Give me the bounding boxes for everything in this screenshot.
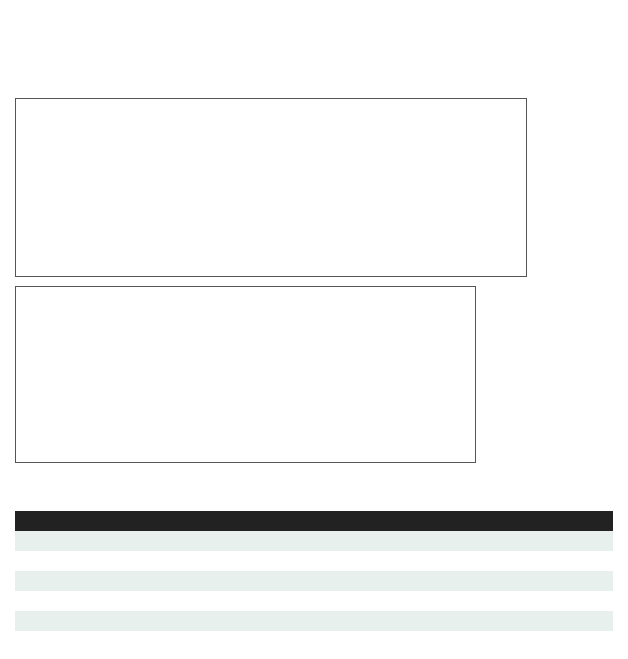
cell-spieltag — [374, 591, 494, 611]
cell-spieltag — [374, 631, 494, 651]
cell-gegner — [135, 631, 255, 651]
cell-art — [15, 591, 135, 611]
cell-spieltag — [374, 551, 494, 571]
cell-ergebnis — [254, 611, 374, 631]
cell-gegner — [135, 571, 255, 591]
cell-datum — [493, 631, 613, 651]
cell-art — [15, 531, 135, 551]
cell-datum — [493, 531, 613, 551]
cell-spieltag — [374, 571, 494, 591]
cell-ergebnis — [254, 631, 374, 651]
table-row — [15, 591, 613, 611]
cell-datum — [493, 611, 613, 631]
cell-ergebnis — [254, 551, 374, 571]
table-row — [15, 551, 613, 571]
col-ergebnis — [254, 511, 374, 531]
cell-art — [15, 631, 135, 651]
cell-gegner — [135, 591, 255, 611]
cell-datum — [493, 571, 613, 591]
col-gegner — [135, 511, 255, 531]
cell-spieltag — [374, 611, 494, 631]
col-art — [15, 511, 135, 531]
cell-art — [15, 551, 135, 571]
table-row — [15, 531, 613, 551]
col-spieltag — [374, 511, 494, 531]
chart-panel-top — [15, 98, 527, 277]
table-row — [15, 571, 613, 591]
cell-datum — [493, 551, 613, 571]
cell-gegner — [135, 531, 255, 551]
cell-spieltag — [374, 531, 494, 551]
cell-gegner — [135, 551, 255, 571]
chart-panel-goals — [15, 286, 476, 463]
cell-art — [15, 571, 135, 591]
table-header-row — [15, 511, 613, 531]
chart-svg-goals — [16, 287, 475, 462]
cell-art — [15, 611, 135, 631]
table-row — [15, 611, 613, 631]
table-row — [15, 631, 613, 651]
chart-svg-top — [16, 99, 526, 276]
cell-ergebnis — [254, 571, 374, 591]
results-table — [15, 511, 613, 651]
col-datum — [493, 511, 613, 531]
cell-gegner — [135, 611, 255, 631]
cell-ergebnis — [254, 591, 374, 611]
cell-datum — [493, 591, 613, 611]
cell-ergebnis — [254, 531, 374, 551]
